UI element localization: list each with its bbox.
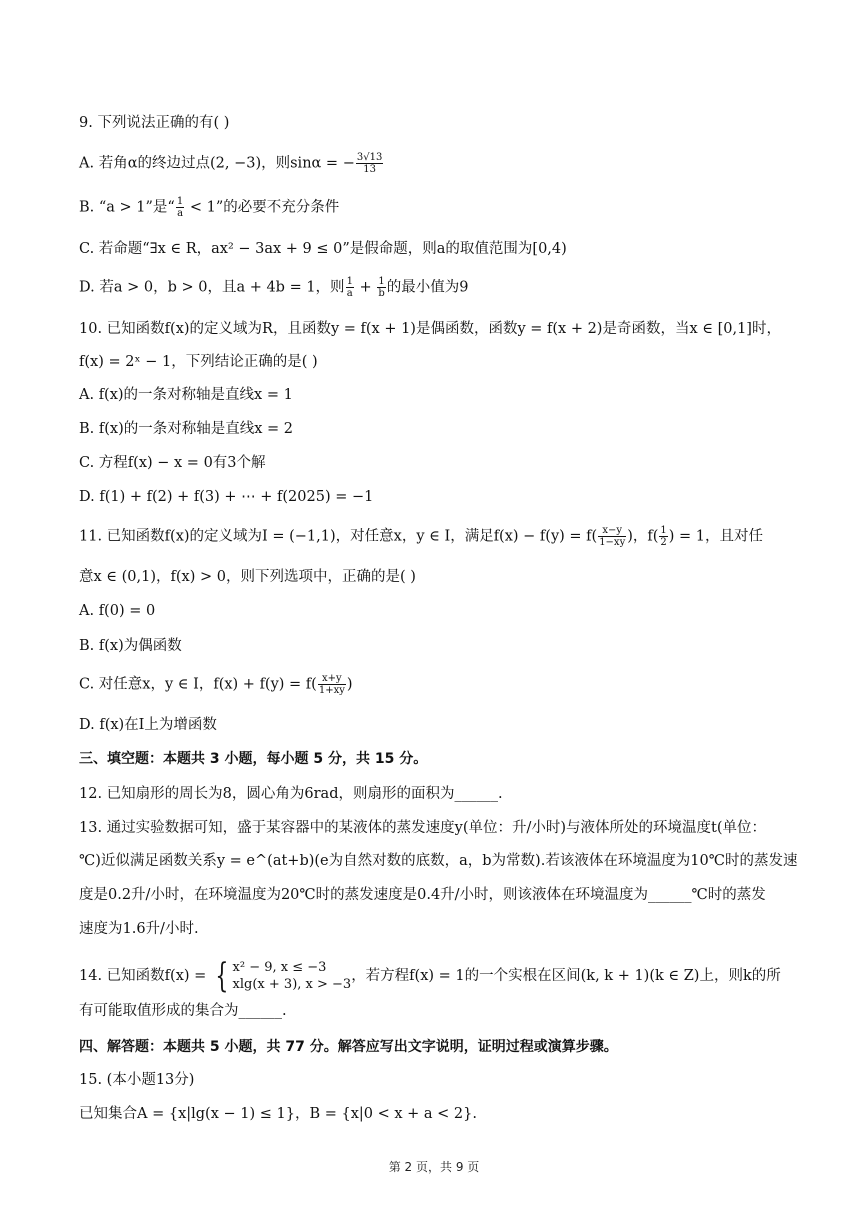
q10-option-d: D. f(1) + f(2) + f(3) + ⋯ + f(2025) = −1: [79, 489, 374, 505]
q11-stem-mid: )，f(: [627, 528, 659, 545]
fraction-numerator: 1: [176, 196, 184, 207]
q9-option-a-fraction: [356, 152, 383, 175]
fraction-numerator: 1: [346, 276, 353, 287]
q10-option-a: A. f(x)的一条对称轴是直线x = 1: [79, 387, 293, 403]
q14-line-2: 有可能取值形成的集合为______.: [79, 1003, 287, 1019]
q10-stem-line-1: 10. 已知函数f(x)的定义域为R，且函数y = f(x + 1)是偶函数，函数y = f(x + 2)是奇函数，当x ∈ [0,1]时，: [79, 321, 781, 337]
piecewise-cases: [233, 959, 352, 993]
q9-option-b-fraction: [176, 196, 184, 219]
q15-title: 15. (本小题13分): [79, 1072, 195, 1088]
q11-stem-line-1: [79, 525, 808, 548]
q11-option-c-tail: ): [346, 676, 353, 693]
fraction-denominator: 13: [363, 164, 376, 175]
q11-option-c-fraction: [318, 673, 346, 696]
q9-stem: 9. 下列说法正确的有( ): [79, 115, 230, 131]
q9-option-b-tail: < 1”的必要不充分条件: [185, 199, 340, 216]
q14-tail: ，若方程f(x) = 1的一个实根在区间(k, k + 1)(k ∈ Z)上，则k的所: [351, 968, 781, 984]
q13-line-2: ℃)近似满足函数关系y = e^(at+b)(e为自然对数的底数，a，b为常数).若该液体在环境温度为10℃时的蒸发速: [79, 853, 798, 869]
fraction-denominator: 1−xy: [599, 537, 626, 548]
q11-option-b: B. f(x)为偶函数: [79, 638, 182, 654]
q11-stem-text: 11. 已知函数f(x)的定义域为I = (−1,1)，对任意x，y ∈ I，满足f(x) − f(y) = f(: [79, 528, 598, 545]
q9-option-d-tail: 的最小值为9: [386, 279, 469, 296]
q11-option-a: A. f(0) = 0: [79, 603, 156, 619]
page-footer: 第 2 页，共 9 页: [388, 1160, 480, 1174]
q13-line-3: 度是0.2升/小时，在环境温度为20℃时的蒸发速度是0.4升/小时，则该液体在环境温度为______℃时的蒸发: [79, 887, 766, 903]
q9-option-d-fraction-2: [377, 276, 385, 299]
fraction-denominator: b: [378, 288, 385, 299]
q9-option-a: [79, 152, 808, 175]
q9-option-a-text: A. 若角α的终边过点(2, −3)，则sinα = −: [79, 155, 355, 172]
q11-stem-line-2: 意x ∈ (0,1)，f(x) > 0，则下列选项中，正确的是( ): [79, 569, 416, 585]
fraction-denominator: 2: [660, 537, 667, 548]
q11-option-c-text: C. 对任意x，y ∈ I，f(x) + f(y) = f(: [79, 676, 317, 693]
q14-line-1: [79, 956, 808, 996]
fraction-numerator: x+y: [318, 673, 346, 685]
q10-stem-line-2: f(x) = 2ˣ − 1，下列结论正确的是( ): [79, 354, 318, 370]
q11-stem-fraction-2: [659, 525, 667, 548]
section-4-heading: 四、解答题：本题共 5 小题，共 77 分。解答应写出文字说明，证明过程或演算步骤。: [79, 1039, 618, 1055]
q12-text: 12. 已知扇形的周长为8，圆心角为6rad，则扇形的面积为______.: [79, 786, 503, 802]
q9-option-d: [79, 276, 808, 299]
q15-line-1: 已知集合A = {x|lg(x − 1) ≤ 1}，B = {x|0 < x + a < 2}.: [79, 1106, 477, 1122]
fraction-numerator: 1: [378, 276, 385, 287]
q13-line-4: 速度为1.6升/小时.: [79, 921, 199, 937]
piecewise-case-2: xlg(x + 3), x > −3: [232, 977, 352, 992]
q9-option-d-text: D. 若a > 0，b > 0，且a + 4b = 1，则: [79, 279, 345, 296]
q11-option-d: D. f(x)在I上为增函数: [79, 717, 217, 733]
q9-option-c: C. 若命题“∃x ∈ R，ax² − 3ax + 9 ≤ 0”是假命题，则a的取值范围为[0,4): [79, 241, 567, 257]
piecewise-brace: {: [215, 956, 229, 996]
fraction-denominator: a: [346, 288, 353, 299]
q10-option-b: B. f(x)的一条对称轴是直线x = 2: [79, 421, 294, 437]
q9-option-b: [79, 196, 808, 219]
section-3-heading: 三、填空题：本题共 3 小题，每小题 5 分，共 15 分。: [79, 751, 428, 767]
fraction-numerator: 3√13: [356, 152, 383, 163]
fraction-denominator: 1+xy: [318, 685, 345, 696]
q10-option-c: C. 方程f(x) − x = 0有3个解: [79, 455, 266, 471]
fraction-denominator: a: [177, 208, 184, 219]
q9-option-d-fraction-1: [346, 276, 354, 299]
fraction-numerator: 1: [660, 525, 667, 536]
q9-option-b-text: B. “a > 1”是“: [79, 199, 175, 216]
q11-stem-fraction-1: [598, 525, 626, 548]
piecewise-case-1: x² − 9, x ≤ −3: [232, 960, 327, 975]
q14-text: 14. 已知函数f(x) =: [79, 968, 211, 984]
q11-option-c: [79, 673, 808, 696]
q11-stem-tail: ) = 1，且对任: [668, 528, 764, 545]
plus-sign: +: [354, 279, 377, 296]
q13-line-1: 13. 通过实验数据可知，盛于某容器中的某液体的蒸发速度y(单位：升/小时)与液体所处的环境温度t(单位：: [79, 820, 767, 836]
fraction-numerator: x−y: [598, 525, 626, 537]
